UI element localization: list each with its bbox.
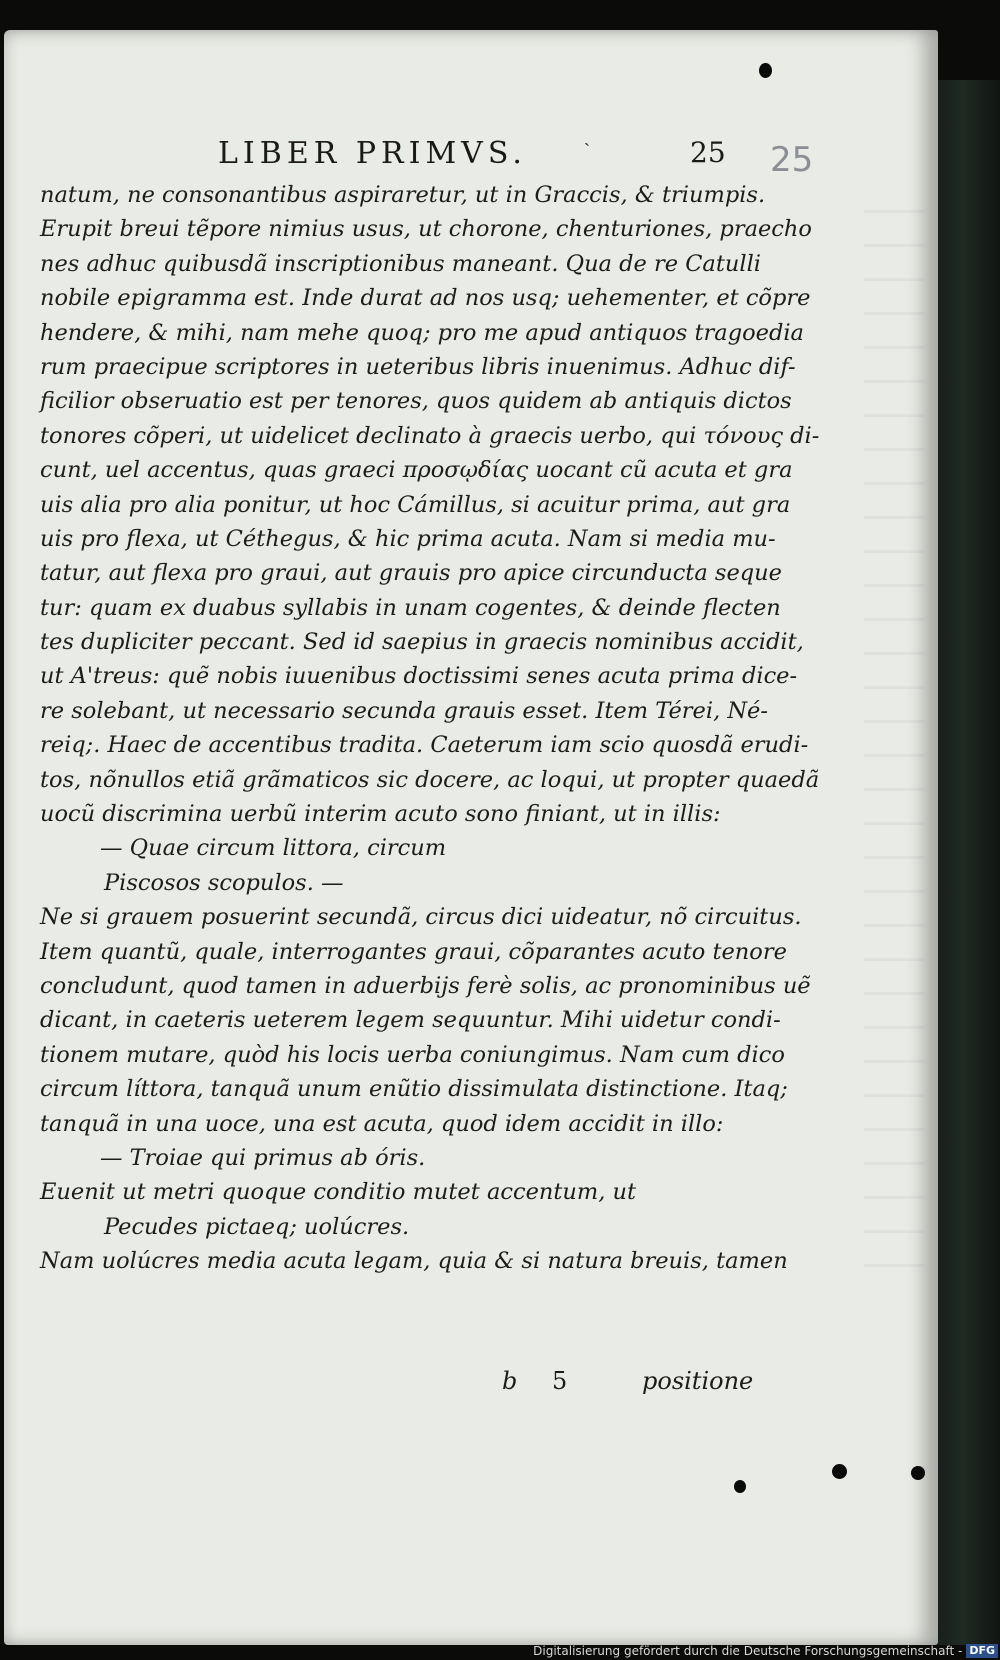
- catchword: positione: [642, 1367, 754, 1395]
- text-line: hendere, & mihi, nam mehe quoq; pro me apud antiquos tragoedia: [40, 319, 804, 346]
- tick-mark: ˎ: [584, 126, 590, 147]
- text-line: tionem mutare, quòd his locis uerba coniungimus. Nam cum dico: [40, 1041, 785, 1068]
- credit-text: Digitalisierung gefördert durch die Deutsche Forschungsgemeinschaft -: [533, 1644, 963, 1658]
- signature-mark: b: [502, 1367, 518, 1395]
- text-line: cunt, uel accentus, quas graeci προσῳδίας uocant cũ acuta et gra: [40, 457, 793, 484]
- pencil-folio-number: 25: [770, 140, 814, 180]
- book-page-edge: [938, 80, 1000, 1645]
- digitization-credit: [533, 1642, 1000, 1660]
- text-line: tonores cõperi, ut uidelicet declinato à graecis uerbo, qui τόνους di-: [40, 422, 820, 449]
- text-line: circum líttora, tanquã unum enũtio dissimulata distinctione. Itaq;: [40, 1076, 788, 1103]
- text-line: uis pro flexa, ut Céthegus, & hic prima acuta. Nam si media mu-: [40, 525, 776, 552]
- text-line: ut A'treus: quẽ nobis iuuenibus doctissimi senes acuta prima dice-: [40, 663, 798, 690]
- text-line: tur: quam ex duabus syllabis in unam cogentes, & deinde flecten: [40, 594, 781, 621]
- text-line: nobile epigramma est. Inde durat ad nos usq; uehementer, et cõpre: [40, 285, 811, 312]
- text-line: rum praecipue scriptores in ueteribus libris inuenimus. Adhuc dif-: [40, 353, 796, 380]
- verse-quote-line: Piscosos scopulos. —: [104, 869, 344, 896]
- verse-quote-line: — Quae circum littora, circum: [100, 835, 447, 862]
- text-line: reiq;. Haec de accentibus tradita. Caeterum iam scio quosdã erudi-: [40, 732, 809, 759]
- text-line: uocũ discrimina uerbũ interim acuto sono finiant, ut in illis:: [40, 801, 721, 828]
- verse-quote-line: Pecudes pictaeq; uolúcres.: [104, 1213, 410, 1240]
- ink-spot: [759, 63, 772, 78]
- text-line: Euenit ut metri quoque conditio mutet accentum, ut: [40, 1179, 637, 1206]
- text-line: re solebant, ut necessario secunda grauis esset. Item Térei, Né-: [40, 697, 768, 724]
- verse-quote-line: — Troiae qui primus ab óris.: [100, 1144, 426, 1171]
- folio-number: 25: [690, 136, 726, 169]
- text-line: tatur, aut flexa pro graui, aut grauis pro apice circunducta seque: [40, 560, 782, 587]
- text-line: concludunt, quod tamen in aduerbijs ferè solis, ac pronominibus uẽ: [40, 972, 811, 999]
- text-line: Ne si grauem posuerint secundã, circus dici uideatur, nõ circuitus.: [40, 904, 802, 931]
- text-line: ficilior obseruatio est per tenores, quos quidem ab antiquis dictos: [40, 388, 792, 415]
- text-line: dicant, in caeteris ueterem legem sequuntur. Mihi uidetur condi-: [40, 1007, 781, 1034]
- running-head: LIBER PRIMVS.: [218, 136, 527, 171]
- text-line: nes adhuc quibusdã inscriptionibus maneant. Qua de re Catulli: [40, 250, 761, 277]
- body-text: [40, 178, 820, 1279]
- text-line: uis alia pro alia ponitur, ut hoc Cámillus, si acuitur prima, aut gra: [40, 491, 791, 518]
- text-line: Erupit breui tẽpore nimius usus, ut chorone, chenturiones, praecho: [40, 216, 812, 243]
- dfg-logo-icon: DFG: [966, 1644, 998, 1658]
- text-line: natum, ne consonantibus aspiraretur, ut in Graccis, & triumpis.: [40, 182, 766, 208]
- ink-spot: [911, 1466, 925, 1480]
- text-line: tanquã in una uoce, una est acuta, quod idem accidit in illo:: [40, 1110, 724, 1137]
- bleed-through-shadow: [864, 210, 924, 1290]
- ink-spot: [832, 1464, 847, 1479]
- text-line: Item quantũ, quale, interrogantes graui, cõparantes acuto tenore: [40, 938, 787, 965]
- text-line: tes dupliciter peccant. Sed id saepius in graecis nominibus accidit,: [40, 629, 804, 656]
- text-line: tos, nõnullos etiã grãmaticos sic docere, ac loqui, ut propter quaedã: [40, 766, 820, 793]
- text-line: Nam uolúcres media acuta legam, quia & si natura breuis, tamen: [40, 1248, 788, 1275]
- signature-number: 5: [552, 1367, 568, 1395]
- ink-spot: [734, 1480, 746, 1493]
